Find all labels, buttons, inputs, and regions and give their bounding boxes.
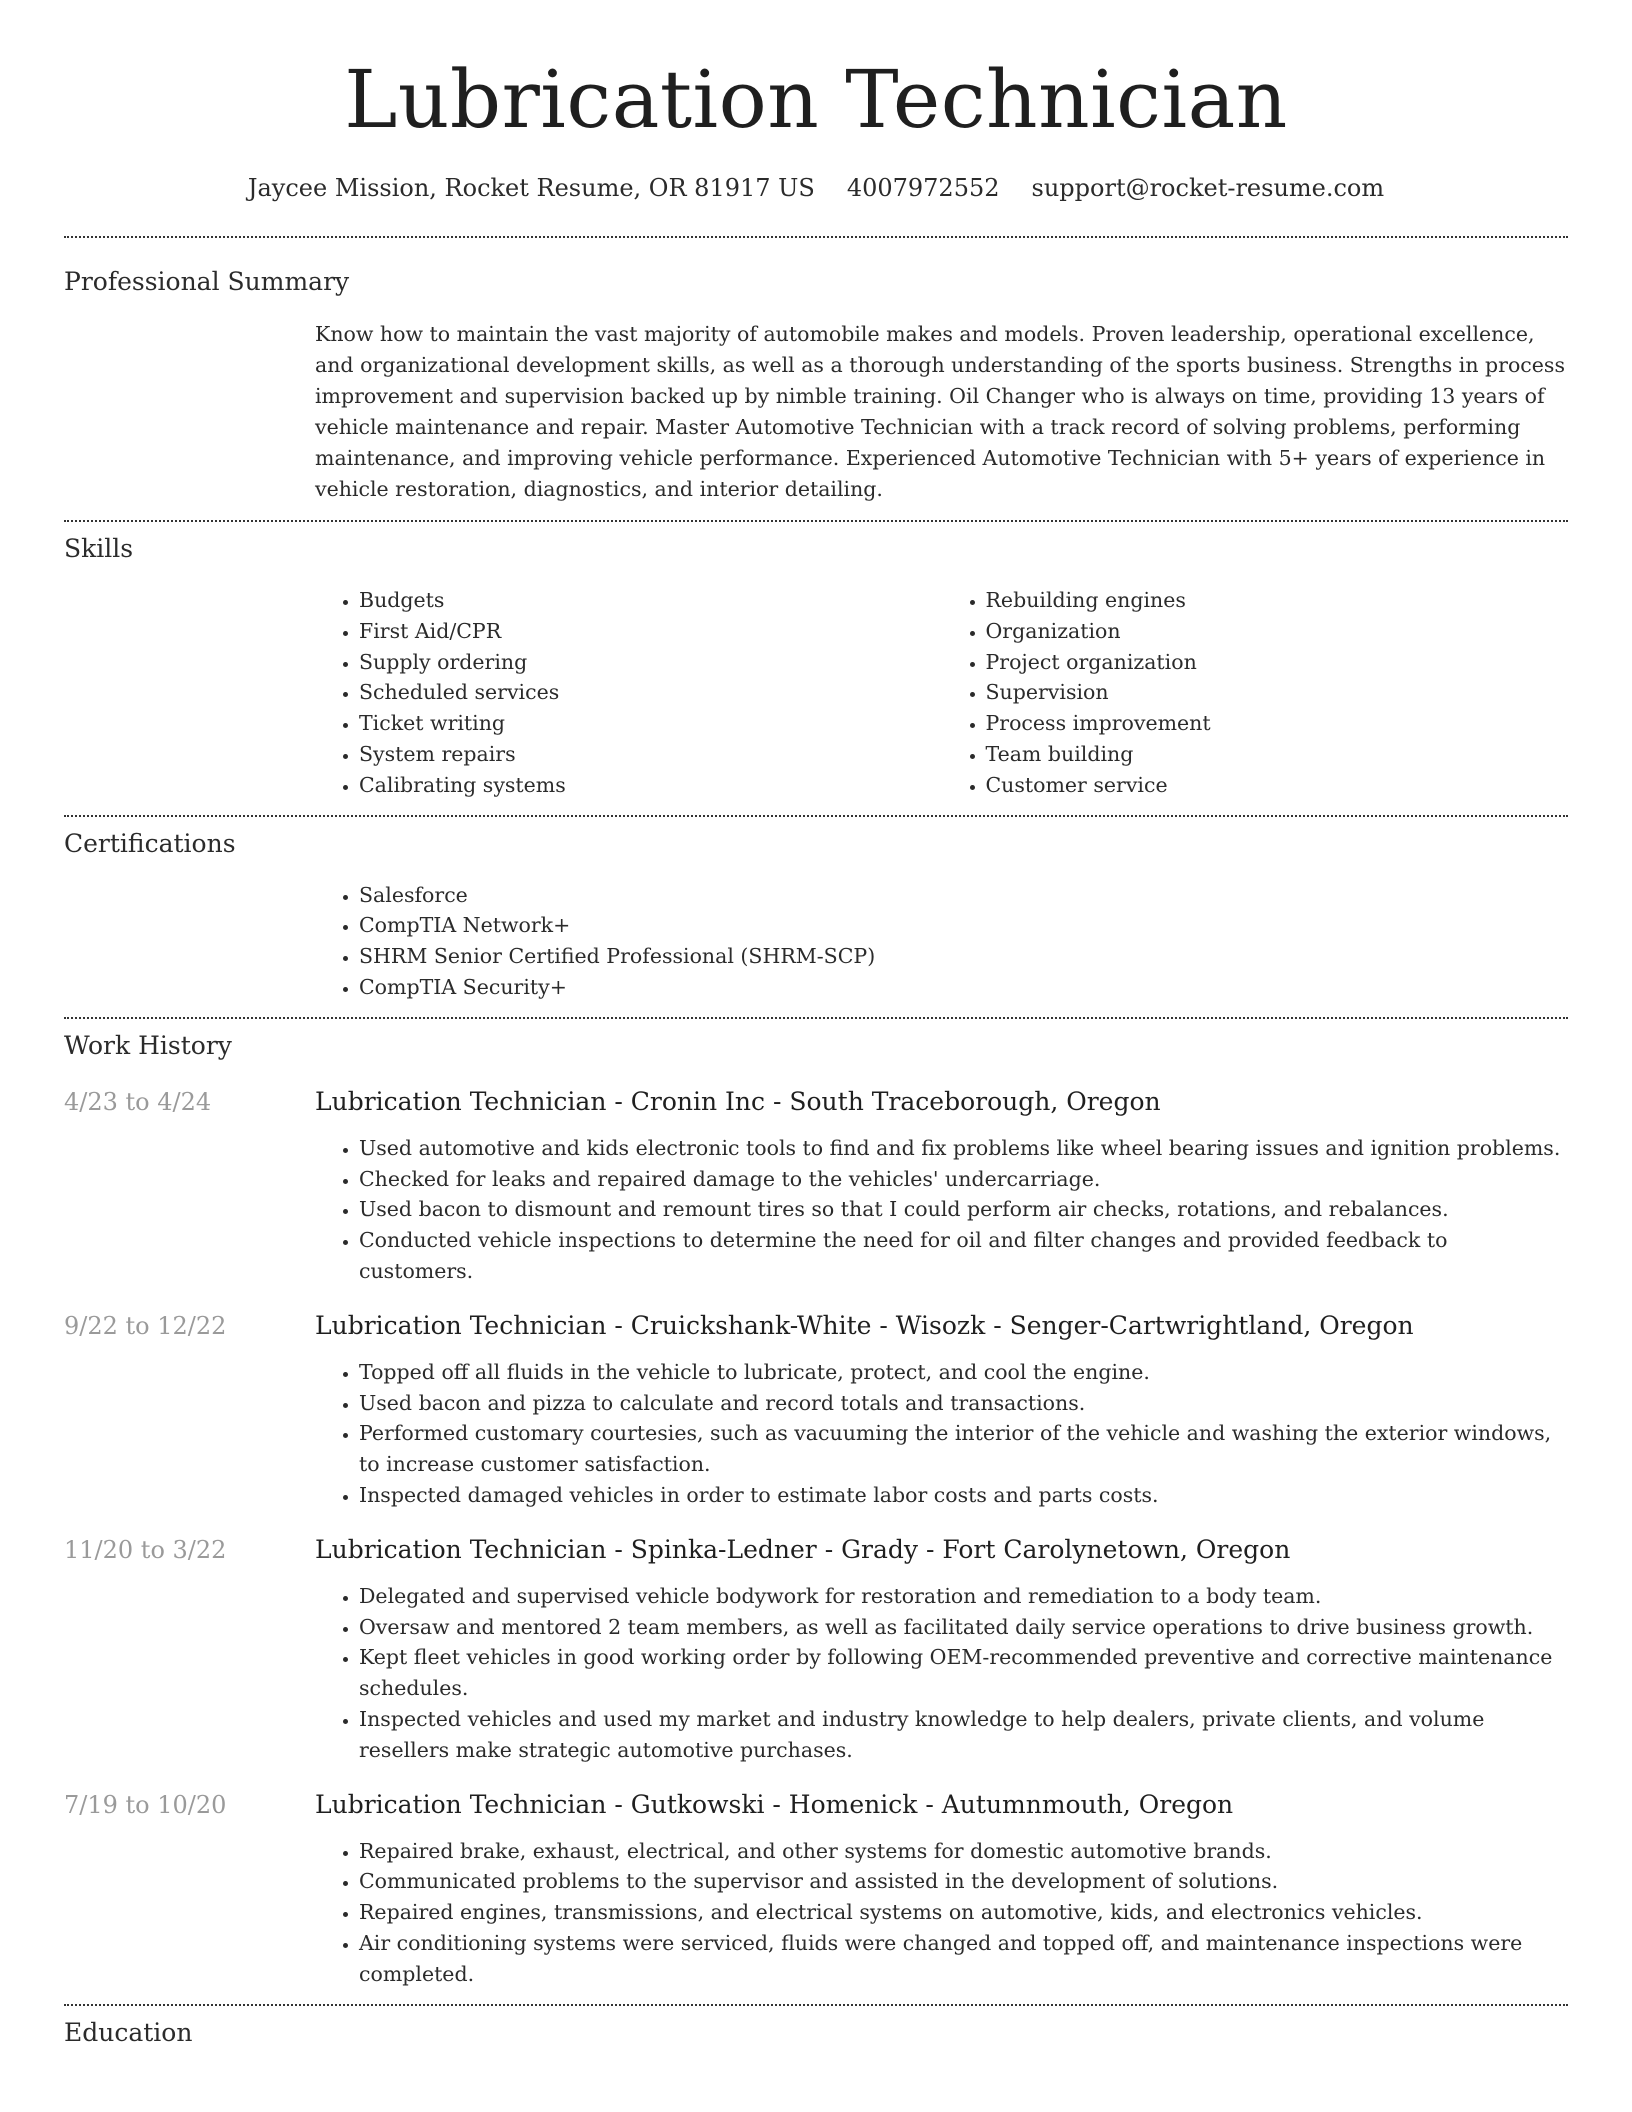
list-item: • Checked for leaks and repaired damage to the vehicles' undercarriage. — [359, 1164, 1568, 1195]
list-item: • Process improvement — [986, 708, 1569, 739]
list-item: • Repaired brake, exhaust, electrical, and other systems for domestic automotive brands. — [359, 1836, 1568, 1867]
education-heading: Education — [64, 2017, 193, 2047]
job-entry — [64, 1788, 1568, 1990]
list-item: • Supply ordering — [359, 647, 942, 678]
list-item: • Conducted vehicle inspections to determine the need for oil and filter changes and provided feedback to customers. — [359, 1225, 1568, 1287]
summary-text: Know how to maintain the vast majority of automobile makes and models. Proven leadership, operational excellence, and organizational development skills, as well as a thorough understanding of the sports business. Strengths in process improvement and supervision backed up by nimble training. Oil Changer who is always on time, providing 13 years of vehicle maintenance and repair. Master Automotive Technician with a track record of solving problems, performing maintenance, and improving vehicle performance. Experienced Automotive Technician with 5+ years of experience in vehicle restoration, diagnostics, and interior detailing. — [315, 322, 1565, 501]
list-item: • Customer service — [986, 770, 1569, 801]
list-item: • Oversaw and mentored 2 team members, as well as facilitated daily service operations to drive business growth. — [359, 1612, 1568, 1643]
summary-heading: Professional Summary — [64, 267, 350, 296]
contact-address: Jaycee Mission, Rocket Resume, OR 81917 US — [247, 174, 815, 202]
job-title: Lubrication Technician - Spinka-Ledner - Grady - Fort Carolynetown, Oregon — [315, 1534, 1291, 1564]
job-bullets — [315, 1133, 1568, 1287]
list-item: • Team building — [986, 739, 1569, 770]
list-item: • Communicated problems to the supervisor and assisted in the development of solutions. — [359, 1866, 1568, 1897]
list-item: • SHRM Senior Certified Professional (SHRM-SCP) — [359, 941, 1568, 972]
job-title: Lubrication Technician - Cruickshank-White - Wisozk - Senger-Cartwrightland, Oregon — [315, 1310, 1414, 1340]
list-item: • Scheduled services — [359, 677, 942, 708]
certifications-list — [315, 880, 1568, 1003]
work-history-section — [64, 1029, 1568, 1990]
list-item: • Ticket writing — [359, 708, 942, 739]
divider — [64, 520, 1568, 522]
list-item: • Used bacon to dismount and remount tires so that I could perform air checks, rotations, and rebalances. — [359, 1194, 1568, 1225]
divider — [64, 815, 1568, 817]
list-item: • Rebuilding engines — [986, 585, 1569, 616]
divider — [64, 236, 1568, 238]
list-item: • CompTIA Network+ — [359, 910, 1568, 941]
list-item: • Project organization — [986, 647, 1569, 678]
resume-page — [64, 0, 1568, 2050]
list-item: • Delegated and supervised vehicle bodywork for restoration and remediation to a body team. — [359, 1581, 1568, 1612]
list-item: • Inspected vehicles and used my market and industry knowledge to help dealers, private clients, and volume resellers make strategic automotive purchases. — [359, 1704, 1568, 1766]
job-entry — [64, 1309, 1568, 1511]
job-title: Lubrication Technician - Cronin Inc - South Traceborough, Oregon — [315, 1086, 1161, 1116]
list-item: • First Aid/CPR — [359, 616, 942, 647]
divider — [64, 2004, 1568, 2006]
list-item: • Topped off all fluids in the vehicle to lubricate, protect, and cool the engine. — [359, 1357, 1568, 1388]
skills-list-right — [942, 585, 1569, 801]
list-item: • CompTIA Security+ — [359, 972, 1568, 1003]
list-item: • Calibrating systems — [359, 770, 942, 801]
list-item: • Salesforce — [359, 880, 1568, 911]
job-title: Lubrication Technician - Gutkowski - Homenick - Autumnmouth, Oregon — [315, 1789, 1234, 1819]
certifications-heading: Certifications — [64, 828, 236, 858]
job-entry — [64, 1085, 1568, 1287]
job-entry — [64, 1533, 1568, 1766]
job-bullets — [315, 1357, 1568, 1511]
education-section — [64, 2016, 1568, 2050]
resume-title: Lubrication Technician — [344, 53, 1288, 146]
divider — [64, 1017, 1568, 1019]
list-item: • Organization — [986, 616, 1569, 647]
list-item: • Used bacon and pizza to calculate and record totals and transactions. — [359, 1388, 1568, 1419]
list-item: • Repaired engines, transmissions, and electrical systems on automotive, kids, and electronics vehicles. — [359, 1897, 1568, 1928]
certifications-section — [64, 827, 1568, 1003]
list-item: • Air conditioning systems were serviced, fluids were changed and topped off, and maintenance inspections were completed. — [359, 1928, 1568, 1990]
job-dates: 7/19 to 10/20 — [64, 1790, 227, 1819]
contact-email[interactable]: support@rocket-resume.com — [1031, 174, 1385, 202]
contact-phone: 4007972552 — [846, 174, 1000, 202]
job-bullets — [315, 1581, 1568, 1766]
skills-list-left — [315, 585, 942, 801]
list-item: • Supervision — [986, 677, 1569, 708]
list-item: • System repairs — [359, 739, 942, 770]
skills-section — [64, 532, 1568, 801]
skills-heading: Skills — [64, 534, 134, 563]
job-bullets — [315, 1836, 1568, 1990]
list-item: • Performed customary courtesies, such as vacuuming the interior of the vehicle and washing the exterior windows, to increase customer satisfaction. — [359, 1418, 1568, 1480]
job-dates: 4/23 to 4/24 — [64, 1087, 212, 1116]
job-dates: 9/22 to 12/22 — [64, 1311, 227, 1340]
contact-line — [64, 172, 1568, 204]
list-item: • Budgets — [359, 585, 942, 616]
list-item: • Inspected damaged vehicles in order to estimate labor costs and parts costs. — [359, 1480, 1568, 1511]
work-history-heading: Work History — [64, 1030, 232, 1060]
list-item: • Used automotive and kids electronic tools to find and fix problems like wheel bearing issues and ignition problems. — [359, 1133, 1568, 1164]
list-item: • Kept fleet vehicles in good working order by following OEM-recommended preventive and corrective maintenance schedules. — [359, 1642, 1568, 1704]
job-dates: 11/20 to 3/22 — [64, 1535, 227, 1564]
summary-section — [64, 265, 1568, 505]
